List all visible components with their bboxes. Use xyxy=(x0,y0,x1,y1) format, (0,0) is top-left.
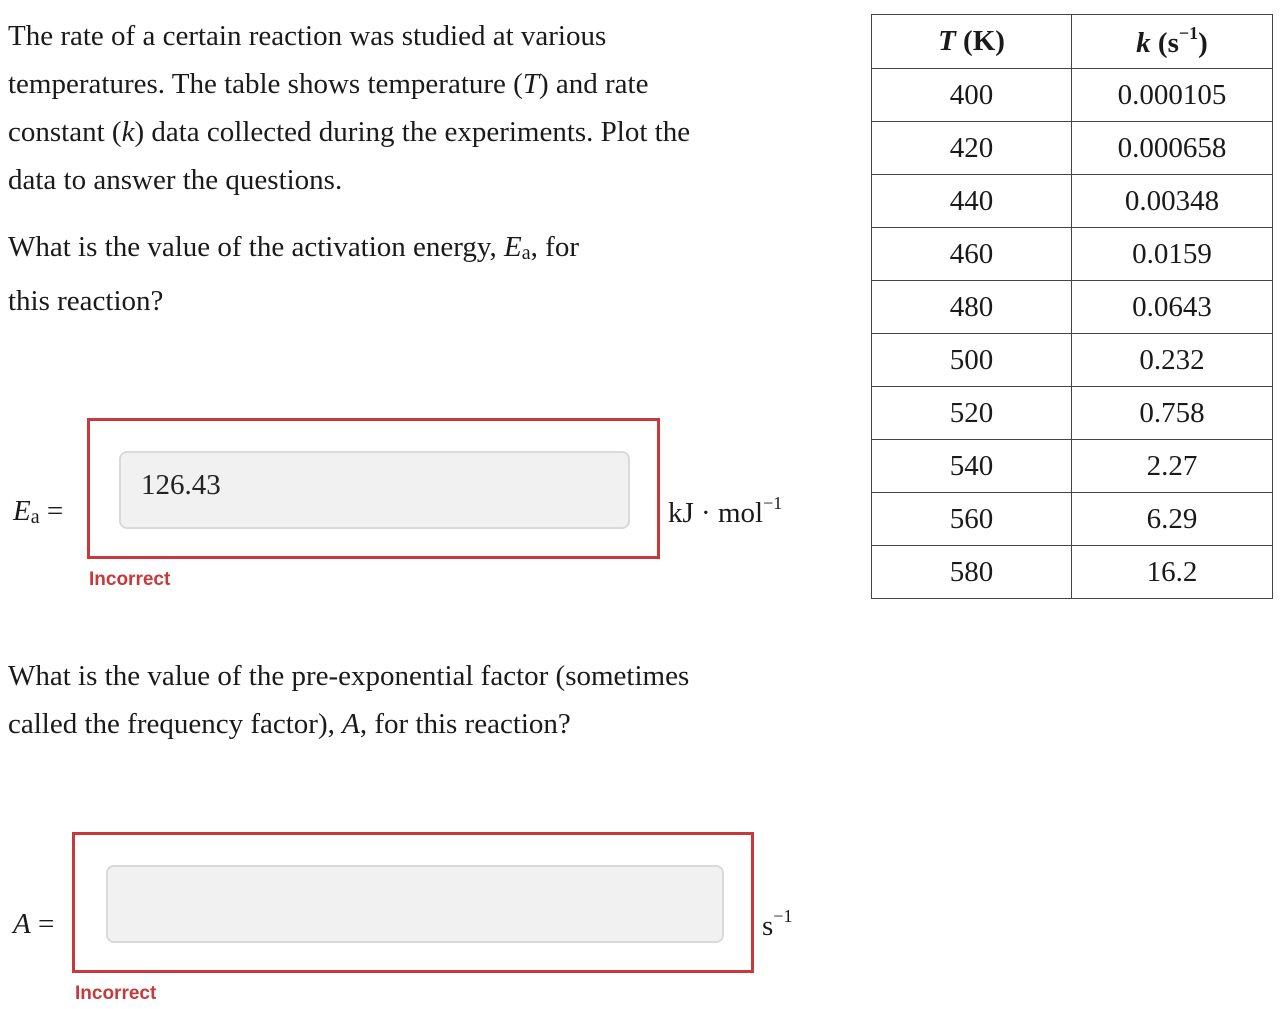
ea-status: Incorrect xyxy=(89,569,171,590)
cell-temperature: 560 xyxy=(872,493,1072,546)
ea-input[interactable]: 126.43 xyxy=(119,451,630,529)
header-t-var: T xyxy=(938,25,956,57)
temperature-symbol: T xyxy=(522,68,539,100)
cell-temperature: 460 xyxy=(872,228,1072,281)
table-row xyxy=(872,387,1273,440)
table-row xyxy=(872,546,1273,599)
cell-rate-constant: 0.000105 xyxy=(1072,69,1273,122)
table-row xyxy=(872,69,1273,122)
q2-line-2b: , for this reaction? xyxy=(359,708,571,740)
table-row xyxy=(872,228,1273,281)
table-row xyxy=(872,334,1273,387)
cell-rate-constant: 0.00348 xyxy=(1072,175,1273,228)
intro-paragraph xyxy=(8,12,690,204)
question-pre-exponential xyxy=(8,652,689,748)
ea-label-eq: = xyxy=(39,495,64,527)
ea-unit-sup: −1 xyxy=(763,493,783,513)
intro-line-3b: ) data collected during the experiments. Plot the xyxy=(134,116,691,148)
a-input[interactable] xyxy=(106,865,724,943)
table-row xyxy=(872,175,1273,228)
table-row xyxy=(872,440,1273,493)
q2-a-symbol: A xyxy=(342,708,360,740)
ea-label xyxy=(13,495,63,529)
a-unit xyxy=(762,906,792,943)
cell-temperature: 520 xyxy=(872,387,1072,440)
data-table xyxy=(871,14,1273,599)
q1-text-c: this reaction? xyxy=(8,285,164,317)
cell-rate-constant: 0.000658 xyxy=(1072,122,1273,175)
q1-energy-subscript: a xyxy=(521,242,531,264)
cell-temperature: 480 xyxy=(872,281,1072,334)
cell-temperature: 420 xyxy=(872,122,1072,175)
cell-rate-constant: 0.232 xyxy=(1072,334,1273,387)
cell-temperature: 440 xyxy=(872,175,1072,228)
question-activation-energy xyxy=(8,223,579,325)
table-row xyxy=(872,122,1273,175)
intro-line-1: The rate of a certain reaction was studied at various xyxy=(8,20,607,52)
table-header-row xyxy=(872,15,1273,69)
cell-temperature: 400 xyxy=(872,69,1072,122)
header-temperature xyxy=(872,15,1072,69)
q1-text-b: , for xyxy=(530,231,579,263)
cell-rate-constant: 0.758 xyxy=(1072,387,1273,440)
table-row xyxy=(872,281,1273,334)
a-unit-sup: −1 xyxy=(773,906,793,926)
ea-unit xyxy=(668,493,782,530)
a-status: Incorrect xyxy=(75,983,157,1004)
a-unit-text: s xyxy=(762,910,774,942)
cell-rate-constant: 0.0159 xyxy=(1072,228,1273,281)
ea-label-var: E xyxy=(13,495,31,527)
header-k-sup: −1 xyxy=(1178,23,1199,43)
header-k-unit: (s xyxy=(1150,27,1179,59)
header-k-var: k xyxy=(1136,27,1151,59)
header-t-unit: (K) xyxy=(955,25,1005,57)
ea-unit-text: kJ · mol xyxy=(668,497,764,529)
intro-line-3a: constant ( xyxy=(8,116,122,148)
a-answer-box xyxy=(72,832,754,973)
cell-rate-constant: 6.29 xyxy=(1072,493,1273,546)
a-label xyxy=(13,908,54,941)
cell-rate-constant: 0.0643 xyxy=(1072,281,1273,334)
header-rate-constant xyxy=(1072,15,1273,69)
q1-energy-symbol: E xyxy=(504,231,522,263)
intro-line-2b: ) and rate xyxy=(538,68,649,100)
cell-rate-constant: 2.27 xyxy=(1072,440,1273,493)
cell-rate-constant: 16.2 xyxy=(1072,546,1273,599)
a-label-eq: = xyxy=(30,908,55,940)
intro-line-2a: temperatures. The table shows temperature ( xyxy=(8,68,523,100)
a-label-var: A xyxy=(13,908,31,940)
cell-temperature: 540 xyxy=(872,440,1072,493)
table-row xyxy=(872,493,1273,546)
ea-label-sub: a xyxy=(30,506,40,528)
cell-temperature: 580 xyxy=(872,546,1072,599)
ea-answer-box xyxy=(87,418,660,559)
header-k-close: ) xyxy=(1198,27,1208,59)
q1-text-a: What is the value of the activation energy, xyxy=(8,231,505,263)
intro-line-4: data to answer the questions. xyxy=(8,164,343,196)
rate-constant-symbol: k xyxy=(121,116,135,148)
cell-temperature: 500 xyxy=(872,334,1072,387)
q2-line-1: What is the value of the pre-exponential factor (sometimes xyxy=(8,660,690,692)
q2-line-2a: called the frequency factor), xyxy=(8,708,343,740)
